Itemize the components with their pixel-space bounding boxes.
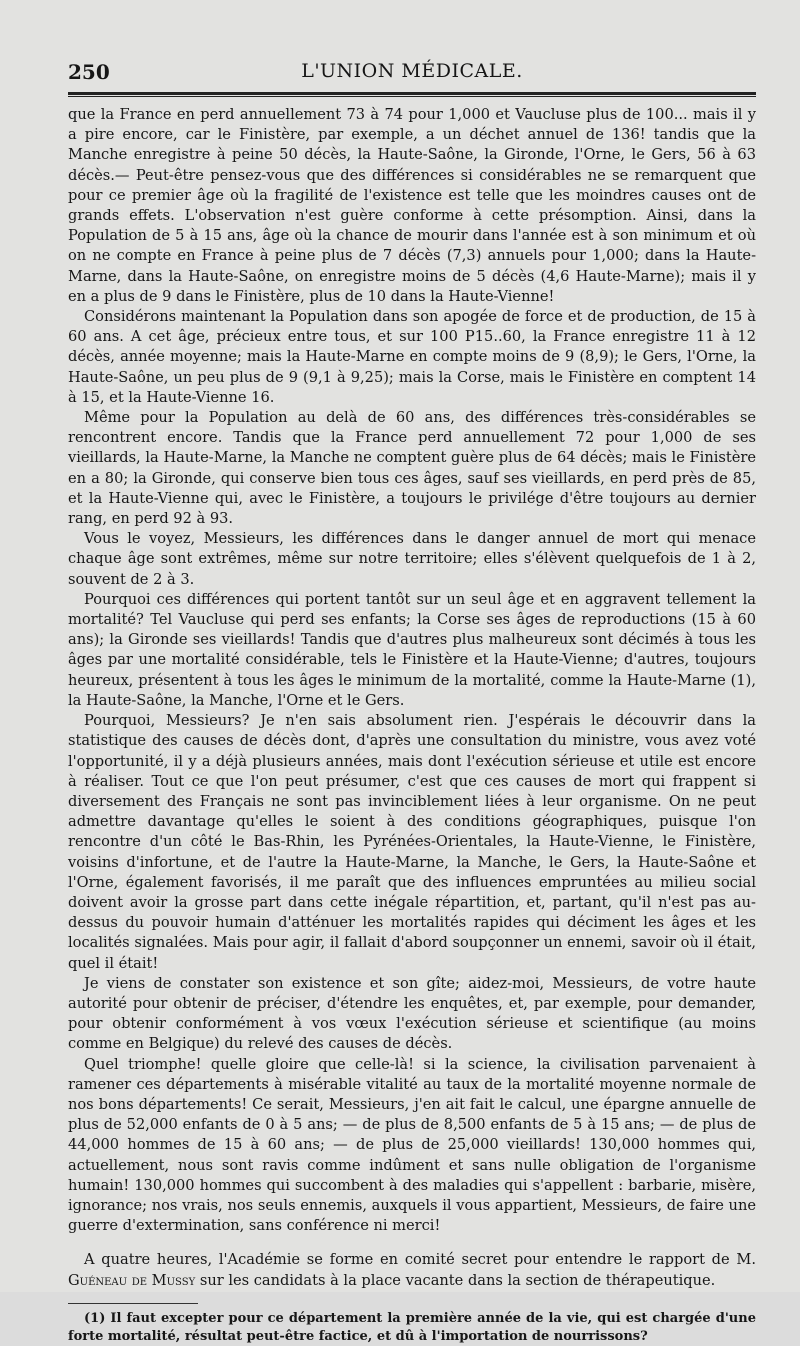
paragraph-1: que la France en perd annuellement 73 à 74 pour 1,000 et Vaucluse plus de 100... mais il y a pire encore, car le Finistère, par exemple, a un déchet annuel de 136! tandis que la Manche enregistre à peine 50 décès, la Haute-Saône, la Gironde, l'Orne, le Gers, 56 à 63 décès.— Peut-être pensez-vous que des différences si considérables ne se remarquent que pour ce premier âge où la fragilité de l'existence est telle que les moindres causes ont de grands effets. L'observation n'est guère conforme à cette présomption. Ainsi, dans la Population de 5 à 15 ans, âge où la chance de mourir dans l'année est à son minimum et où on ne compte en France à peine plus de 7 décès (7,3) annuels pour 1,000; dans la Haute-Marne, dans la Haute-Saône, on enregistre moins de 5 décès (4,6 Haute-Marne); mais il y en a plus de 9 dans le Finistère, plus de 10 dans la Haute-Vienne!	[68, 106, 756, 305]
session-note	[68, 1250, 756, 1290]
paragraph-6: Pourquoi, Messieurs? Je n'en sais absolument rien. J'espérais le découvrir dans la statistique des causes de décès dont, d'après une consultation du ministre, vous avez voté l'opportunité, il y a déjà plusieurs années, mais dont l'exécution sérieuse et utile est encore à réaliser. Tout ce que l'on peut présumer, c'est que ces causes de mort qui frappent si diversement des Français ne sont pas invinciblement liées à leur organisme. On ne peut admettre davantage qu'elles le soient à des conditions géographiques, puisque l'on rencontre d'un côté le Bas-Rhin, les Pyrénées-Orientales, la Haute-Vienne, le Finistère, voisins d'infortune, et de l'autre la Haute-Marne, la Manche, le Gers, la Haute-Saône et l'Orne, également favorisés, il me paraît que des influences empruntées au milieu social doivent avoir la grosse part dans cette inégale répartition, et, partant, qu'il n'est pas au-dessus du pouvoir humain d'atténuer les mortalités rapides qui déciment les âges et les localités signalées. Mais pour agir, il fallait d'abord soupçonner un ennemi, savoir où il était, quel il était!	[68, 712, 756, 972]
session-note-name: Guéneau de Mussy	[68, 1271, 196, 1289]
running-title: L'UNION MÉDICALE.	[301, 60, 523, 82]
footnote: (1) Il faut excepter pour ce département la première année de la vie, qui est chargée d'une forte mortalité, résultat peut-être factice, et dû à l'importation de nourrissons?	[68, 1310, 756, 1344]
session-note-text-before: A quatre heures, l'Académie se forme en comité secret pour entendre le rapport de M.	[84, 1251, 756, 1269]
page-number: 250	[68, 60, 110, 84]
page-header	[68, 56, 756, 86]
footnote-rule	[68, 1303, 198, 1304]
paragraph-7: Je viens de constater son existence et son gîte; aidez-moi, Messieurs, de votre haute autorité pour obtenir de préciser, d'étendre les enquêtes, et, par exemple, pour demander, pour obtenir conformément à vos vœux l'exécution sérieuse et scientifique (au moins comme en Belgique) du relevé des causes de décès.	[68, 974, 756, 1053]
paragraph-2: Considérons maintenant la Population dans son apogée de force et de production, de 15 à 60 ans. A cet âge, précieux entre tous, et sur 100 P15..60, la France enregistre 11 à 12 décès, année moyenne; mais la Haute-Marne en compte moins de 9 (8,9); le Gers, l'Orne, la Haute-Saône, un peu plus de 9 (9,1 à 9,25); mais la Corse, mais le Finistère en comptent 14 à 15, et la Haute-Vienne 16.	[68, 308, 756, 406]
header-rule	[68, 92, 756, 97]
session-note-text-after: sur les candidats à la place vacante dans la section de thérapeutique.	[195, 1271, 716, 1289]
paragraph-5: Pourquoi ces différences qui portent tantôt sur un seul âge et en aggravent tellement la mortalité? Tel Vaucluse qui perd ses enfants; la Corse ses âges de reproductions (15 à 60 ans); la Gironde ses vieillards! Tandis que d'autres plus malheureux sont décimés à tous les âges par une mortalité considérable, tels le Finistère et la Haute-Vienne; d'autres, toujours heureux, présentent à tous les âges le minimum de la mortalité, comme la Haute-Marne (1), la Haute-Saône, la Manche, l'Orne et le Gers.	[68, 590, 756, 709]
article-body	[68, 105, 756, 1236]
paragraph-8: Quel triomphe! quelle gloire que celle-là! si la science, la civilisation parvenaient à ramener ces départements à misérable vitalité au taux de la mortalité moyenne normale de nos bons départements! Ce serait, Messieurs, j'en ait fait le calcul, une épargne annuelle de plus de 52,000 enfants de 0 à 5 ans; — de plus de 8,500 enfants de 5 à 15 ans; — de plus de 44,000 hommes de 15 à 60 ans; — de plus de 25,000 vieillards! 130,000 hommes qui, actuellement, nous sont ravis comme indûment et sans nulle obligation de l'organisme humain! 130,000 hommes qui succombent à des maladies qui s'appellent : barbarie, misère, ignorance; nos vrais, nos seuls ennemis, auxquels il vous appartient, Messieurs, de faire une guerre d'extermination, sans conférence ni merci!	[68, 1055, 756, 1235]
paragraph-4: Vous le voyez, Messieurs, les différences dans le danger annuel de mort qui menace chaque âge sont extrêmes, même sur notre territoire; elles s'élèvent quelquefois de 1 à 2, souvent de 2 à 3.	[68, 530, 756, 588]
paragraph-3: Même pour la Population au delà de 60 ans, des différences très-considérables se rencontrent encore. Tandis que la France perd annuellement 72 pour 1,000 de ses vieillards, la Haute-Marne, la Manche ne comptent guère plus de 64 décès; mais le Finistère en a 80; la Gironde, qui conserve bien tous ces âges, sauf ses vieillards, en perd près de 85, et la Haute-Vienne qui, avec le Finistère, a toujours le privilége d'être toujours au dernier rang, en perd 92 à 93.	[68, 409, 756, 528]
